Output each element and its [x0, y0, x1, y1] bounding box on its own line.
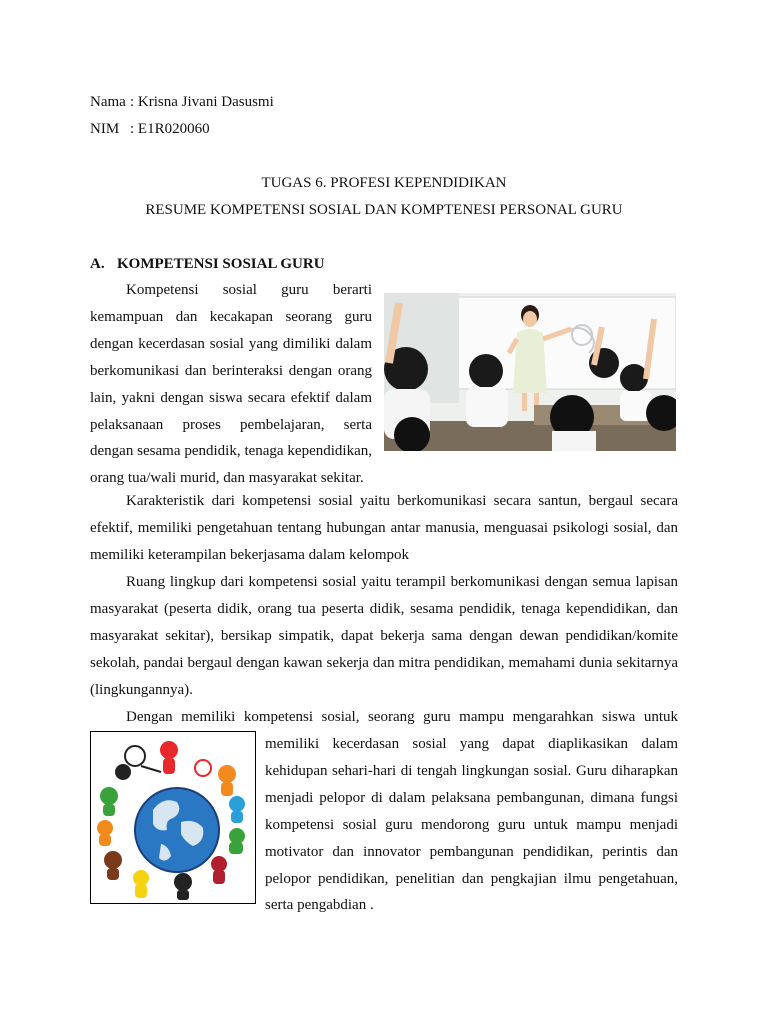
paragraph-3 [90, 569, 678, 704]
classroom-photo [384, 293, 676, 451]
paragraph-3-text: Ruang lingkup dari kompetensi sosial yaitu terampil berkomunikasi dengan semua lapisan masyarakat (peserta didik, orang tua peserta didik, sesama pendidik, tenaga kependidikan, dan masyarakat sekitar), bersikap simpatik, dapat bekerja sama dengan dewan pendidikan/komite sekolah, pandai bergaul dengan kawan sekerja dan mitra pendidikan, memahami dunia sekitarnya (lingkungannya). [90, 574, 678, 698]
nim-value: : E1R020060 [130, 121, 210, 137]
title-line-2: RESUME KOMPETENSI SOSIAL DAN KOMPTENESI PERSONAL GURU [145, 202, 623, 218]
globe-people-illustration [90, 731, 256, 904]
section-a-number: A. [90, 256, 105, 272]
nama-value: : Krisna Jivani Dasusmi [130, 94, 274, 110]
nim-line [90, 119, 210, 139]
nim-label: NIM [90, 121, 120, 137]
title-line-1: TUGAS 6. PROFESI KEPENDIDIKAN [261, 175, 507, 191]
paragraph-1-text: Kompetensi sosial guru berarti kemampuan dan kecakapan seorang guru dengan kecerdasan sosial yang dimiliki dalam berkomunikasi dan berinteraksi dengan orang lain, yakni dengan siswa secara efektif dalam pelaksanaan proses pembelajaran, serta dengan sesama pendidik, tenaga kependidikan, orang tua/wali murid, dan masyarakat sekitar. [90, 282, 372, 487]
paragraph-2 [90, 488, 678, 569]
section-a-title: KOMPETENSI SOSIAL GURU [117, 256, 325, 272]
paragraph-4-first-line-text: Dengan memiliki kompetensi sosial, seorang guru mampu mengarahkan siswa untuk [126, 709, 678, 725]
paragraph-4-continued [265, 731, 678, 919]
paragraph-1 [90, 277, 372, 492]
paragraph-2-text: Karakteristik dari kompetensi sosial yaitu berkomunikasi secara santun, bergaul secara efektif, memiliki pengetahuan tentang hubungan antar manusia, menguasai psikologi sosial, dan memiliki keterampilan bekerjasama dalam kelompok [90, 493, 678, 563]
nama-label: Nama [90, 94, 126, 110]
paragraph-4-continued-text: memiliki kecerdasan sosial yang dapat diaplikasikan dalam kehidupan sehari-hari di tengah lingkungan sosial. Guru diharapkan menjadi pelopor di dalam pelaksana pembangunan, dimana fungsi kompetensi sosial guru mendorong guru untuk mampu menjadi motivator dan innovator pembangunan pendidikan, perintis dan pelopor pendidikan, penelitian dan pengkajian ilmu pengetahuan, serta pengabdian . [265, 736, 678, 914]
nama-line [90, 92, 274, 112]
paragraph-4-first-line [90, 704, 678, 731]
globe-icon [91, 732, 255, 903]
section-a-heading [90, 254, 325, 274]
classroom-illustration [384, 293, 676, 451]
